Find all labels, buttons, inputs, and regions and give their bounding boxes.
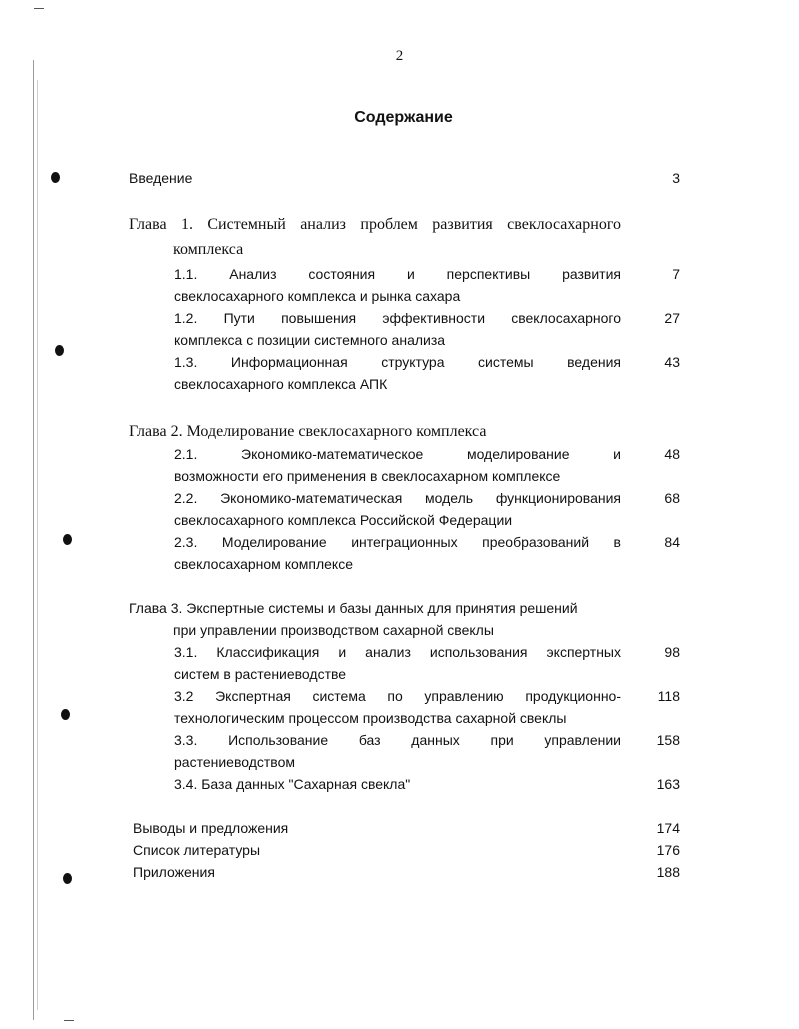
page-title: Содержание bbox=[354, 109, 453, 126]
toc-entry-page: 84 bbox=[664, 534, 680, 550]
chapter-3-title-line2: при управлении производством сахарной свеклы bbox=[173, 622, 494, 638]
toc-entry bbox=[174, 443, 621, 487]
binding-hole-mark bbox=[51, 172, 60, 183]
toc-entry-line2: свеклосахарного комплекса и рынка сахара bbox=[174, 288, 461, 304]
binding-hole-mark bbox=[63, 534, 72, 545]
toc-entry-page: 68 bbox=[664, 490, 680, 506]
toc-entry-page: 7 bbox=[672, 266, 680, 282]
toc-entry-line1: 1.2. Пути повышения эффективности свеклосахарного bbox=[174, 310, 621, 326]
toc-final-label: Список литературы bbox=[133, 842, 261, 858]
toc-entry bbox=[174, 641, 621, 685]
toc-entry bbox=[174, 487, 621, 531]
toc-entry-line1: 3.1. Классификация и анализ использования экспертных bbox=[174, 644, 621, 660]
toc-entry-page: 27 bbox=[664, 310, 680, 326]
toc-final-label: Выводы и предложения bbox=[133, 820, 289, 836]
toc-entry bbox=[174, 773, 621, 795]
chapter-1-title-line1: Глава 1. Системный анализ проблем развития свеклосахарного bbox=[129, 216, 621, 233]
toc-entry bbox=[174, 531, 621, 575]
toc-final-page: 176 bbox=[656, 842, 680, 858]
toc-entry-page: 163 bbox=[656, 776, 680, 792]
binding-hole-mark bbox=[55, 345, 64, 356]
toc-final-page: 188 bbox=[656, 864, 680, 880]
toc-entry bbox=[174, 263, 621, 307]
toc-entry-page: 158 bbox=[656, 732, 680, 748]
toc-entry-line1: 2.1. Экономико-математическое моделирование и bbox=[174, 446, 621, 462]
toc-entry bbox=[174, 685, 621, 729]
chapter-1-heading bbox=[129, 212, 621, 262]
toc-entry-page: 118 bbox=[657, 688, 680, 704]
toc-final-label: Приложения bbox=[133, 864, 215, 880]
binding-hole-mark bbox=[61, 709, 70, 720]
toc-intro-page: 3 bbox=[672, 170, 680, 186]
toc-entry bbox=[174, 729, 621, 773]
toc-entry-line2: свеклосахарного комплекса Российской Федерации bbox=[174, 512, 513, 528]
chapter-1-title-line2: комплекса bbox=[173, 241, 244, 258]
scan-mark bbox=[34, 8, 44, 9]
toc-entry-line1: 1.1. Анализ состояния и перспективы развития bbox=[174, 266, 621, 282]
page-number: 2 bbox=[395, 48, 404, 64]
toc-entry-line1: 1.3. Информационная структура системы ведения bbox=[174, 354, 621, 370]
toc-entry-page: 48 bbox=[664, 446, 680, 462]
toc-entry-line1: 3.3. Использование баз данных при управлении bbox=[174, 732, 621, 748]
toc-entry-line1: 3.2 Экспертная система по управлению продукционно- bbox=[174, 688, 621, 704]
binding-hole-mark bbox=[63, 873, 72, 884]
scan-edge-line bbox=[33, 60, 34, 1020]
toc-entry-line2: систем в растениеводстве bbox=[174, 666, 347, 682]
toc-entry-line2: комплекса с позиции системного анализа bbox=[174, 332, 446, 348]
chapter-3-title-line1: Глава 3. Экспертные системы и базы данных для принятия решений bbox=[129, 600, 578, 616]
toc-entry-page: 98 bbox=[664, 644, 680, 660]
toc-entry-line1: 3.4. База данных "Сахарная свекла" bbox=[174, 776, 411, 792]
toc-entry-line2: растениеводством bbox=[174, 754, 295, 770]
toc-entry-page: 43 bbox=[664, 354, 680, 370]
chapter-2-heading bbox=[129, 419, 621, 444]
toc-entry-line2: технологическим процессом производства сахарной свеклы bbox=[174, 710, 567, 726]
toc-entry-line2: свеклосахарном комплексе bbox=[174, 556, 353, 572]
toc-entry-line2: возможности его применения в свеклосахарном комплексе bbox=[174, 468, 561, 484]
toc-final-page: 174 bbox=[656, 820, 680, 836]
toc-entry-line2: свеклосахарного комплекса АПК bbox=[174, 376, 388, 392]
chapter-3-heading bbox=[129, 597, 621, 641]
chapter-2-title-line1: Глава 2. Моделирование свеклосахарного комплекса bbox=[129, 423, 487, 440]
toc-intro-label: Введение bbox=[129, 170, 193, 186]
scan-mark bbox=[64, 1020, 74, 1021]
toc-entry-line1: 2.2. Экономико-математическая модель функционирования bbox=[174, 490, 621, 506]
toc-entry bbox=[174, 351, 621, 395]
scan-edge-line bbox=[37, 80, 38, 1010]
toc-entry bbox=[174, 307, 621, 351]
toc-entry-line1: 2.3. Моделирование интеграционных преобразований в bbox=[174, 534, 621, 550]
